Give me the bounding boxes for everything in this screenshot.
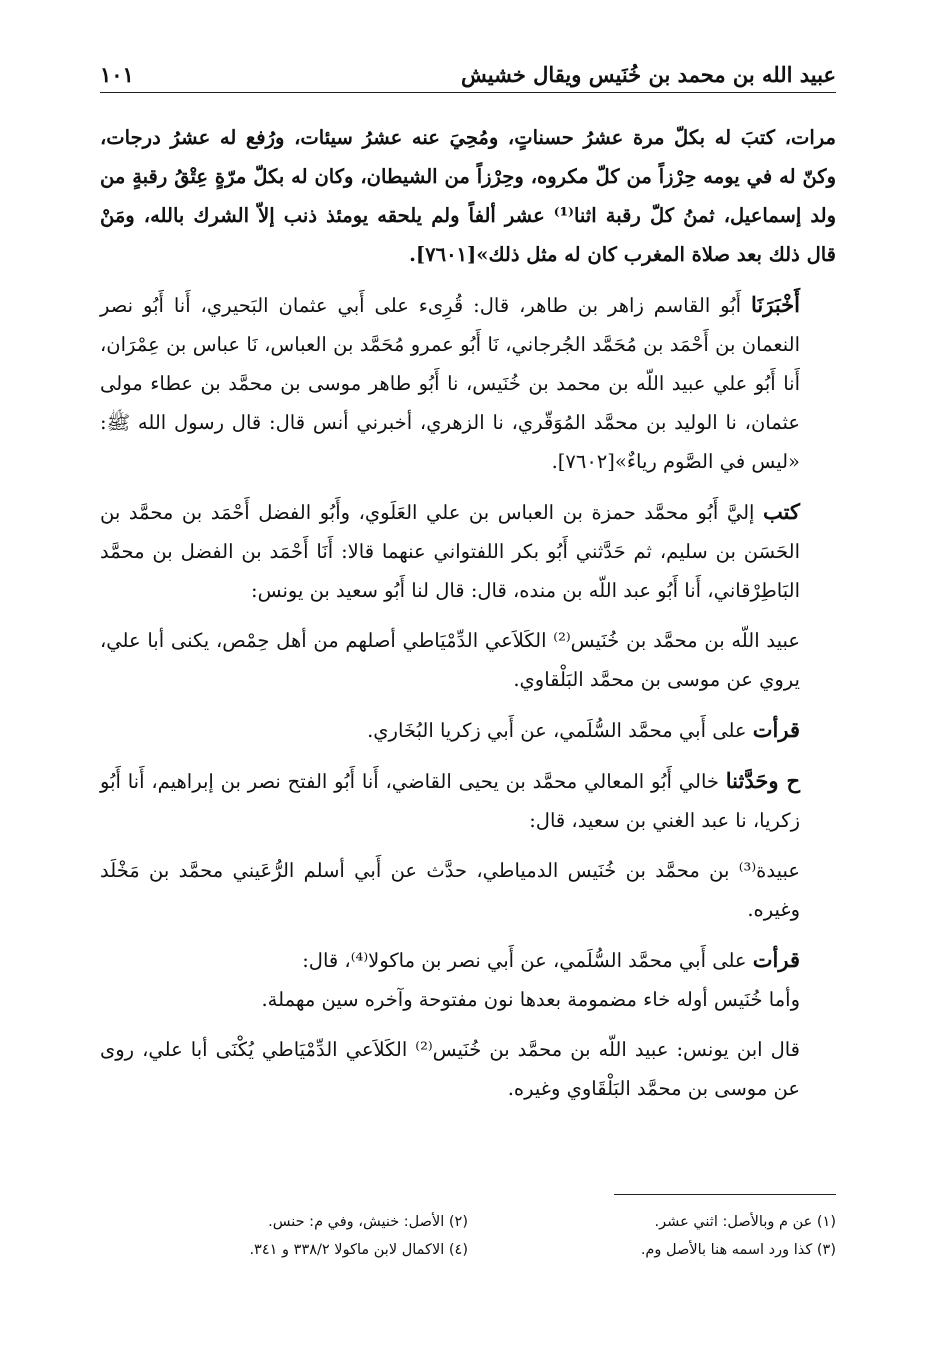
header-title: عبيد الله بن محمد بن خُنَيس ويقال خشيش — [461, 62, 836, 87]
paragraph-lead: أَخْبَرَنَا — [751, 292, 800, 317]
paragraph-lead: قرأت — [752, 717, 800, 742]
paragraph-text: على أَبي محمَّد السُّلَمي، عن أَبي نصر بن ماكولا⁽⁴⁾، قال: — [302, 949, 753, 972]
paragraph-biography-1: عبيد اللّه بن محمَّد بن خُنَيس⁽²⁾ الكَلاَعي الدِّمْيَاطي أصلهم من أهل حِمْص، يكنى أبا علي، يروي عن موسى بن محمَّد البَلْقاوي. — [100, 629, 800, 691]
paragraph-lead: قرأت — [752, 947, 800, 972]
paragraph-lead: ح وحَدَّثنا — [725, 768, 800, 793]
footnote-row — [100, 1236, 836, 1264]
paragraph-isnad-3 — [100, 761, 836, 840]
footnote-separator — [614, 1194, 836, 1195]
footnotes — [100, 1208, 836, 1264]
paragraph-text: خالي أَبُو المعالي محمَّد بن يحيى القاضي، أَنا أَبُو الفتح نصر بن إبراهيم، أَنا أَبُو زكريا، نا عبد الغني بن سعيد، قال: — [100, 770, 800, 832]
footnote-2: (٢) الأصل: خنيش، وفي م: حنس. — [268, 1214, 468, 1230]
page-body — [100, 118, 836, 1119]
paragraph-text: على أَبي محمَّد السُّلَمي، عن أَبي زكريا البُخَاري. — [367, 719, 753, 742]
footnote-3: (٣) كذا ورد اسمه هنا بالأصل وم. — [640, 1242, 836, 1258]
paragraph-isnad-2 — [100, 492, 836, 610]
page-number: ١٠١ — [100, 62, 134, 87]
paragraph-biography-3: قال ابن يونس: عبيد اللّه بن محمَّد بن خُنَيس⁽²⁾ الكَلاَعي الدِّمْيَاطي يُكْنَى أبا علي، روى عن موسى بن محمَّد البَلْقَاوي وغيره. — [100, 1038, 800, 1100]
paragraph-hadith-end: مرات، كتبَ له بكلّ مرة عشرُ حسناتٍ، ومُحِيَ عنه عشرُ سيئات، ورُفع له عشرُ درجات، وكنّ له في يومه حِرْزاً من كلّ مكروه، وحِرْزاً من الشيطان، وكان له بكلّ مرّةٍ عِتْقُ رقبةٍ من ولد إسماعيل، ثمنُ كلّ رقبة اثنا⁽¹⁾ عشر ألفاً ولم يلحقه يومئذ ذنب إلاّ الشرك بالله، ومَنْ قال ذلك بعد صلاة المغرب كان له مثل ذلك»[٧٦٠١]. — [100, 126, 836, 266]
paragraph-isnad-1 — [100, 285, 836, 481]
paragraph-text: إليَّ أَبُو محمَّد حمزة بن العباس بن علي العَلَوي، وأَبُو الفضل أَحْمَد بن محمَّد بن الحَسَن بن سليم، ثم حَدَّثني أَبُو بكر اللفتواني عنهما قالا: أَنَا أَحْمَد بن الفضل بن محمَّد البَاطِرْقاني، أَنا أَبُو عبد اللّه بن منده، قال: قال لنا أَبُو سعيد بن يونس: — [100, 501, 800, 602]
paragraph-biography-2: عبيدة⁽³⁾ بن محمَّد بن خُنَيس الدمياطي، حدَّث عن أَبي أسلم الرُّعَيني محمَّد بن مَخْلَد وغيره. — [100, 859, 800, 921]
footnote-4: (٤) الاكمال لابن ماكولا ٣٣٨/٢ و ٣٤١. — [249, 1242, 468, 1258]
footnote-row — [100, 1208, 836, 1236]
paragraph-text: أَبُو القاسم زاهر بن طاهر، قال: قُرِىء على أَبي عثمان البَحيري، أَنا أَبُو نصر النعمان بن أَحْمَد بن مُحَمَّد الجُرجاني، نَا أَبُو عمرو مُحَمَّد بن العباس، نَا عباس بن عِمْرَان، أَنا أَبُو علي عبيد اللّه بن محمد بن خُنَيس، نا أَبُو طاهر موسى بن محمَّد بن عطاء مولى عثمان، نا الوليد بن محمَّد المُوَقّري، نا الزهري، أخبرني أنس قال: قال رسول الله ﷺ: «ليس في الصَّوم رياءٌ»[٧٦٠٢]. — [100, 294, 800, 473]
paragraph-reading-2 — [100, 940, 836, 980]
paragraph-lead: كتب — [763, 499, 800, 524]
running-header — [100, 58, 836, 93]
paragraph-spelling-note: وأما خُنَيس أوله خاء مضمومة بعدها نون مفتوحة وآخره سين مهملة. — [261, 988, 800, 1011]
footnote-1: (١) عن م وبالأصل: اثني عشر. — [654, 1214, 836, 1230]
paragraph-reading-1 — [100, 710, 836, 750]
